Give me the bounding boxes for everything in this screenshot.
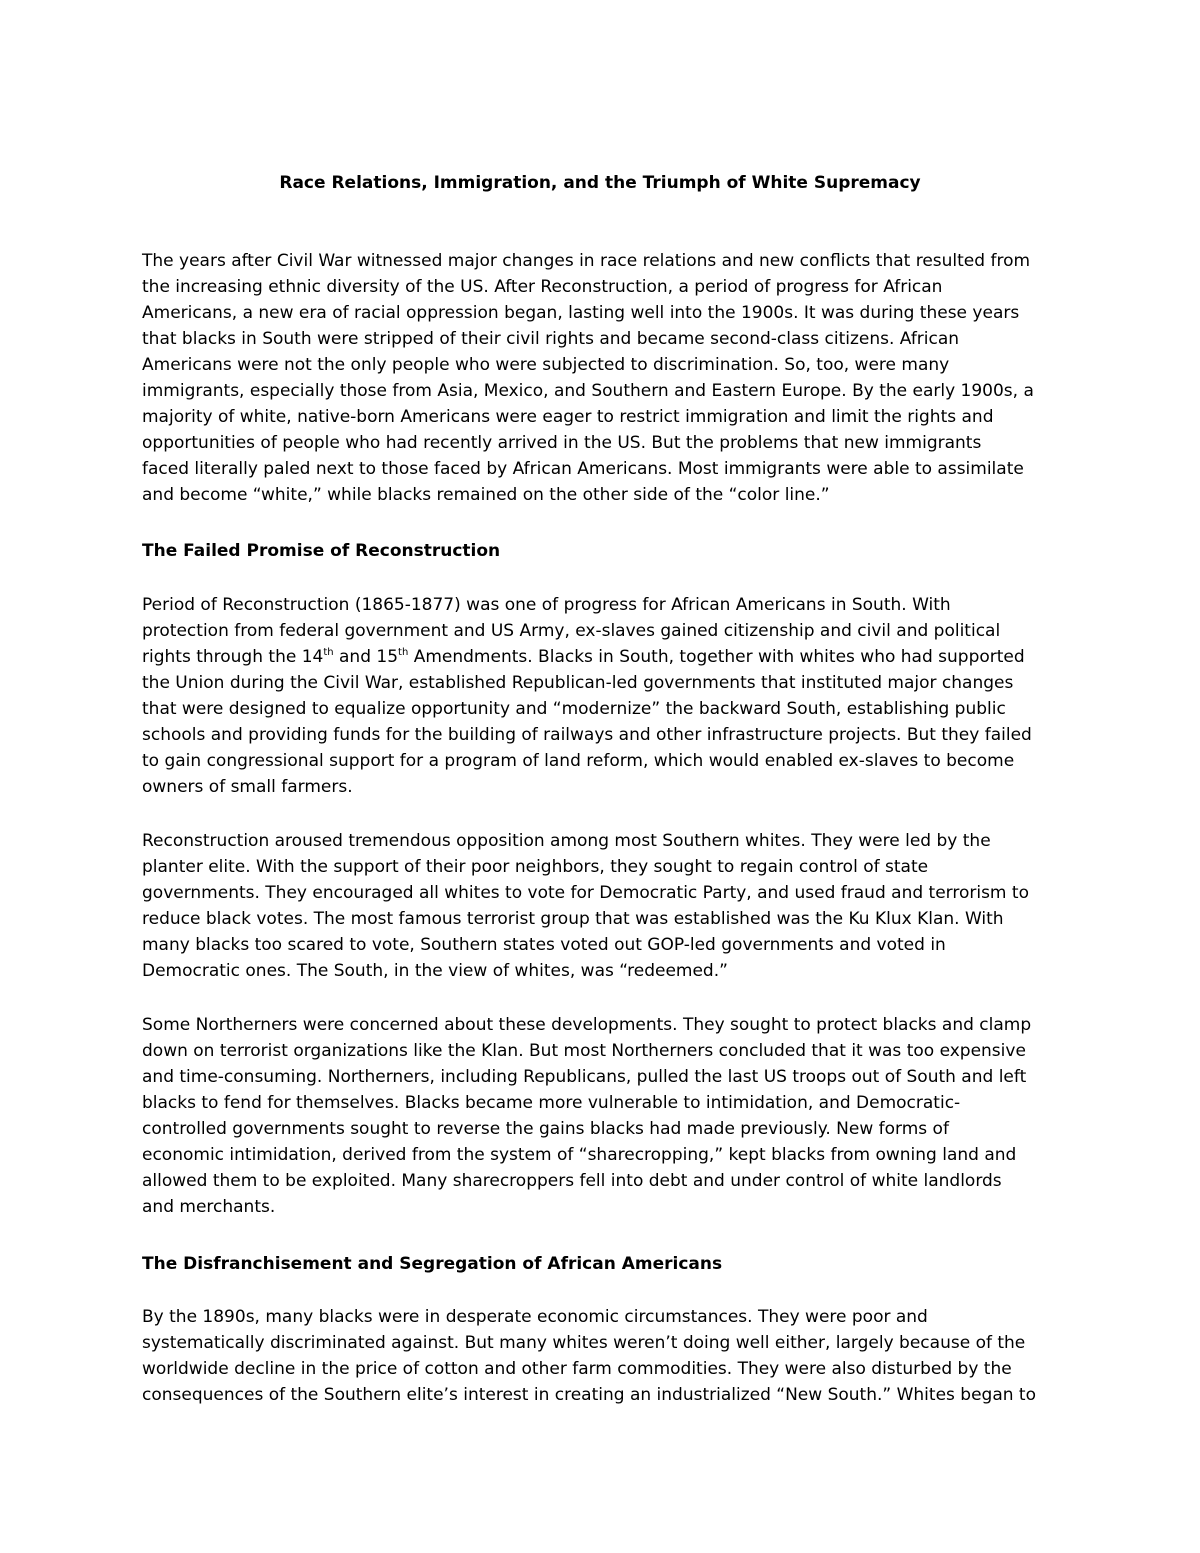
- text-line: faced literally paled next to those faced by African Americans. Most immigrants were able to assimilate: [142, 459, 1024, 479]
- text-line: By the 1890s, many blacks were in desperate economic circumstances. They were poor and: [142, 1307, 928, 1327]
- text-line: The years after Civil War witnessed major changes in race relations and new conflicts that resulted from: [142, 251, 1031, 271]
- text-line: opportunities of people who had recently arrived in the US. But the problems that new immigrants: [142, 433, 982, 453]
- text-line-amendments: [142, 644, 1072, 670]
- text-line: allowed them to be exploited. Many sharecroppers fell into debt and under control of white landlords: [142, 1171, 1002, 1191]
- text-line: Democratic ones. The South, in the view of whites, was “redeemed.”: [142, 961, 728, 981]
- text-line: that were designed to equalize opportunity and “modernize” the backward South, establishing public: [142, 699, 1006, 719]
- text-line: and become “white,” while blacks remained on the other side of the “color line.”: [142, 485, 830, 505]
- reconstruction-paragraph-2: [142, 828, 1072, 984]
- text-run: Amendments. Blacks in South, together with whites who had supported: [408, 647, 1025, 667]
- text-line: Reconstruction aroused tremendous opposition among most Southern whites. They were led by the: [142, 831, 991, 851]
- text-line: controlled governments sought to reverse the gains blacks had made previously. New forms of: [142, 1119, 949, 1139]
- text-run: and 15: [333, 647, 399, 667]
- text-line: consequences of the Southern elite’s interest in creating an industrialized “New South.” Whites began to: [142, 1385, 1036, 1405]
- text-line: planter elite. With the support of their poor neighbors, they sought to regain control of state: [142, 857, 929, 877]
- text-run: rights through the 14: [142, 647, 324, 667]
- text-line: Americans, a new era of racial oppression began, lasting well into the 1900s. It was during these years: [142, 303, 1020, 323]
- text-line: Period of Reconstruction (1865-1877) was one of progress for African Americans in South. With: [142, 595, 951, 615]
- text-line: systematically discriminated against. But many whites weren’t doing well either, largely because of the: [142, 1333, 1026, 1353]
- intro-paragraph: [142, 248, 1072, 508]
- text-line: governments. They encouraged all whites to vote for Democratic Party, and used fraud and terrorism to: [142, 883, 1029, 903]
- text-line: many blacks too scared to vote, Southern states voted out GOP-led governments and voted in: [142, 935, 946, 955]
- text-line: owners of small farmers.: [142, 777, 353, 797]
- text-line: protection from federal government and US Army, ex-slaves gained citizenship and civil and political: [142, 621, 1001, 641]
- superscript: th: [398, 647, 409, 658]
- text-line: and merchants.: [142, 1197, 276, 1217]
- section-heading-disfranchisement: The Disfranchisement and Segregation of African Americans: [142, 1254, 723, 1274]
- disfranchisement-paragraph-1: [142, 1304, 1072, 1408]
- text-line: and time-consuming. Northerners, including Republicans, pulled the last US troops out of South and left: [142, 1067, 1027, 1087]
- text-line: blacks to fend for themselves. Blacks became more vulnerable to intimidation, and Democratic-: [142, 1093, 961, 1113]
- text-line: that blacks in South were stripped of their civil rights and became second-class citizens. African: [142, 329, 960, 349]
- document-title: Race Relations, Immigration, and the Triumph of White Supremacy: [279, 173, 921, 193]
- superscript: th: [323, 647, 334, 658]
- reconstruction-paragraph-3: [142, 1012, 1072, 1220]
- text-line: worldwide decline in the price of cotton and other farm commodities. They were also disturbed by the: [142, 1359, 1012, 1379]
- section-heading-reconstruction: The Failed Promise of Reconstruction: [142, 541, 501, 561]
- text-line: Americans were not the only people who were subjected to discrimination. So, too, were many: [142, 355, 950, 375]
- text-line: Some Northerners were concerned about these developments. They sought to protect blacks and clamp: [142, 1015, 1032, 1035]
- text-line: reduce black votes. The most famous terrorist group that was established was the Ku Klux Klan. With: [142, 909, 1004, 929]
- text-line: majority of white, native-born Americans were eager to restrict immigration and limit the rights and: [142, 407, 994, 427]
- text-line: the Union during the Civil War, established Republican-led governments that instituted major changes: [142, 673, 1014, 693]
- text-line: down on terrorist organizations like the Klan. But most Northerners concluded that it was too expensive: [142, 1041, 1026, 1061]
- text-line: to gain congressional support for a program of land reform, which would enabled ex-slaves to become: [142, 751, 1015, 771]
- reconstruction-paragraph-1: [142, 592, 1072, 800]
- text-line: immigrants, especially those from Asia, Mexico, and Southern and Eastern Europe. By the early 1900s, a: [142, 381, 1034, 401]
- text-line: schools and providing funds for the building of railways and other infrastructure projects. But they failed: [142, 725, 1032, 745]
- text-line: economic intimidation, derived from the system of “sharecropping,” kept blacks from owning land and: [142, 1145, 1017, 1165]
- text-line: the increasing ethnic diversity of the US. After Reconstruction, a period of progress for African: [142, 277, 943, 297]
